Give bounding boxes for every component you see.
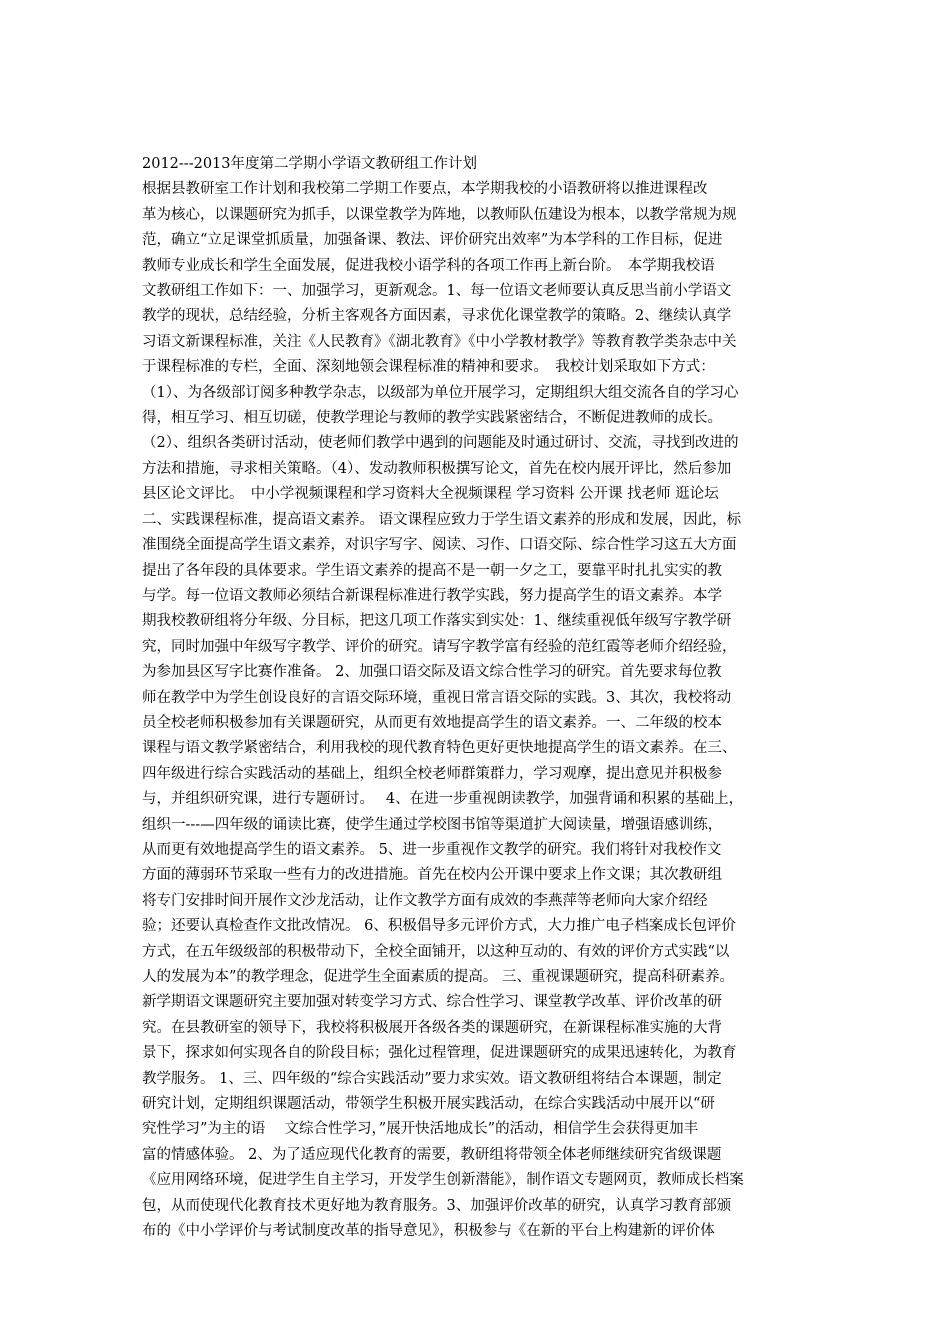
text-line: 范，确立“立足课堂抓质量，加强备课、教法、评价研究出效率”为本学科的工作目标，促进 (142, 232, 723, 249)
text-line: 富的情感体验。 2、为了适应现代化教育的需要，教研组将带领全体老师继续研究省级课题 (142, 1146, 722, 1163)
text-line: 准围绕全面提高学生语文素养，对识字写字、阅读、习作、口语交际、综合性学习这五大方面 (142, 537, 737, 554)
text-line: 研究计划，定期组织课题活动，带领学生积极开展实践活动，在综合实践活动中展开以“研 (142, 1096, 715, 1113)
text-line: 提出了各年段的具体要求。学生语文素养的提高不是一朝一夕之工，要靠平时扎扎实实的教 (142, 562, 722, 579)
text-line: 究。在县教研室的领导下，我校将积极展开各级各类的课题研究，在新课程标准实施的大背 (142, 1019, 722, 1036)
text-line: 组织一---—四年级的诵读比赛，使学生通过学校图书馆等渠道扩大阅读量，增强语感训练， (142, 816, 723, 833)
document-body (142, 177, 812, 1244)
text-line: 得，相互学习、相互切磋，使教学理论与教师的教学实践紧密结合，不断促进教师的成长。 (142, 410, 722, 427)
text-line: 四年级进行综合实践活动的基础上，组织全校老师群策群力，学习观摩，提出意见并积极参 (142, 765, 722, 782)
text-line: 从而更有效地提高学生的语文素养。 5、进一步重视作文教学的研究。我们将针对我校作文 (142, 841, 722, 858)
text-line: 《应用网络环境，促进学生自主学习，开发学生创新潜能》，制作语文专题网页，教师成长档案 (142, 1172, 744, 1189)
text-line: 文教研组工作如下：一、加强学习，更新观念。1、每一位语文老师要认真反思当前小学语文 (142, 283, 732, 300)
document-title: 2012---2013年度第二学期小学语文教研组工作计划 (142, 156, 477, 172)
text-line: 习语文新课程标准，关注《人民教育》《湖北教育》《中小学教材教学》等教育教学类杂志中关 (142, 333, 737, 350)
text-line: 课程与语文教学紧密结合，利用我校的现代教育特色更好更快地提高学生的语文素养。在三、 (142, 740, 737, 757)
text-line: （2）、组织各类研讨活动，使老师们教学中遇到的问题能及时通过研讨、交流，寻找到改进的 (142, 435, 739, 452)
document-page (142, 152, 812, 1244)
text-line: 二、实践课程标准，提高语文素养。 语文课程应致力于学生语文素养的形成和发展，因此，标 (142, 511, 742, 528)
text-line: （1）、为各级部订阅多种教学杂志，以级部为单位开展学习，定期组织大组交流各自的学习心 (142, 384, 739, 401)
text-line: 方式，在五年级级部的积极带动下，全校全面铺开，以这种互动的、有效的评价方式实践“以 (142, 943, 730, 960)
text-line: 布的《中小学评价与考试制度改革的指导意见》，积极参与《在新的平台上构建新的评价体 (142, 1223, 715, 1240)
text-line: 与，并组织研究课，进行专题研讨。 4、在进一步重视朗读教学，加强背诵和积累的基础上， (142, 791, 744, 808)
text-line: 员全校老师积极参加有关课题研究，从而更有效地提高学生的语文素养。一、二年级的校本 (142, 714, 722, 731)
text-line: 究，同时加强中年级写字教学、评价的研究。请写字教学富有经验的范红霞等老师介绍经验， (142, 638, 737, 655)
text-line: 究性学习”为主的语 文综合性学习，”展开快活地成长”的活动，相信学生会获得更加丰 (142, 1121, 699, 1138)
text-line: 教学服务。 1、三、四年级的“综合实践活动”要力求实效。语文教研组将结合本课题，制定 (142, 1070, 722, 1087)
text-line: 革为核心，以课题研究为抓手，以课堂教学为阵地，以教师队伍建设为根本，以教学常规为规 (142, 206, 737, 223)
text-line: 方法和措施，寻求相关策略。（4）、发动教师积极撰写论文，首先在校内展开评比，然后参加 (142, 460, 732, 477)
text-line: 包，从而使现代化教育技术更好地为教育服务。3、加强评价改革的研究，认真学习教育部颁 (142, 1197, 732, 1214)
text-line: 期我校教研组将分年级、分目标，把这几项工作落实到实处：1、继续重视低年级写字教学研 (142, 613, 732, 630)
text-line: 教学的现状，总结经验，分析主客观各方面因素，寻求优化课堂教学的策略。2、继续认真学 (142, 308, 732, 325)
text-line: 与学。每一位语文教师必须结合新课程标准进行教学实践，努力提高学生的语文素养。本学 (142, 587, 722, 604)
text-line: 师在教学中为学生创设良好的言语交际环境，重视日常言语交际的实践。3、其次，我校将动 (142, 689, 732, 706)
text-line: 新学期语文课题研究主要加强对转变学习方式、综合性学习、课堂教学改革、评价改革的研 (142, 994, 722, 1011)
text-line: 县区论文评比。 中小学视频课程和学习资料大全视频课程 学习资料 公开课 找老师 逛论坛 (142, 486, 719, 503)
text-line: 为参加县区写字比赛作准备。 2、加强口语交际及语文综合性学习的研究。首先要求每位教 (142, 664, 722, 681)
text-line: 人的发展为本”的教学理念，促进学生全面素质的提高。 三、重视课题研究，提高科研素养。 (142, 969, 735, 985)
text-line: 方面的薄弱环节采取一些有力的改进措施。首先在校内公开课中要求上作文课；其次教研组 (142, 867, 722, 884)
text-line: 将专门安排时间开展作文沙龙活动，让作文教学方面有成效的李燕萍等老师向大家介绍经 (142, 892, 708, 909)
text-line: 根据县教研室工作计划和我校第二学期工作要点，本学期我校的小语教研将以推进课程改 (142, 181, 708, 198)
text-line: 于课程标准的专栏，全面、深刻地领会课程标准的精神和要求。 我校计划采取如下方式： (142, 359, 715, 376)
text-line: 教师专业成长和学生全面发展，促进我校小语学科的各项工作再上新台阶。 本学期我校语 (142, 257, 715, 274)
text-line: 验；还要认真检查作文批改情况。 6、积极倡导多元评价方式，大力推广电子档案成长包评价 (142, 918, 736, 935)
text-line: 景下，探求如何实现各自的阶段目标；强化过程管理，促进课题研究的成果迅速转化，为教育 (142, 1045, 737, 1062)
